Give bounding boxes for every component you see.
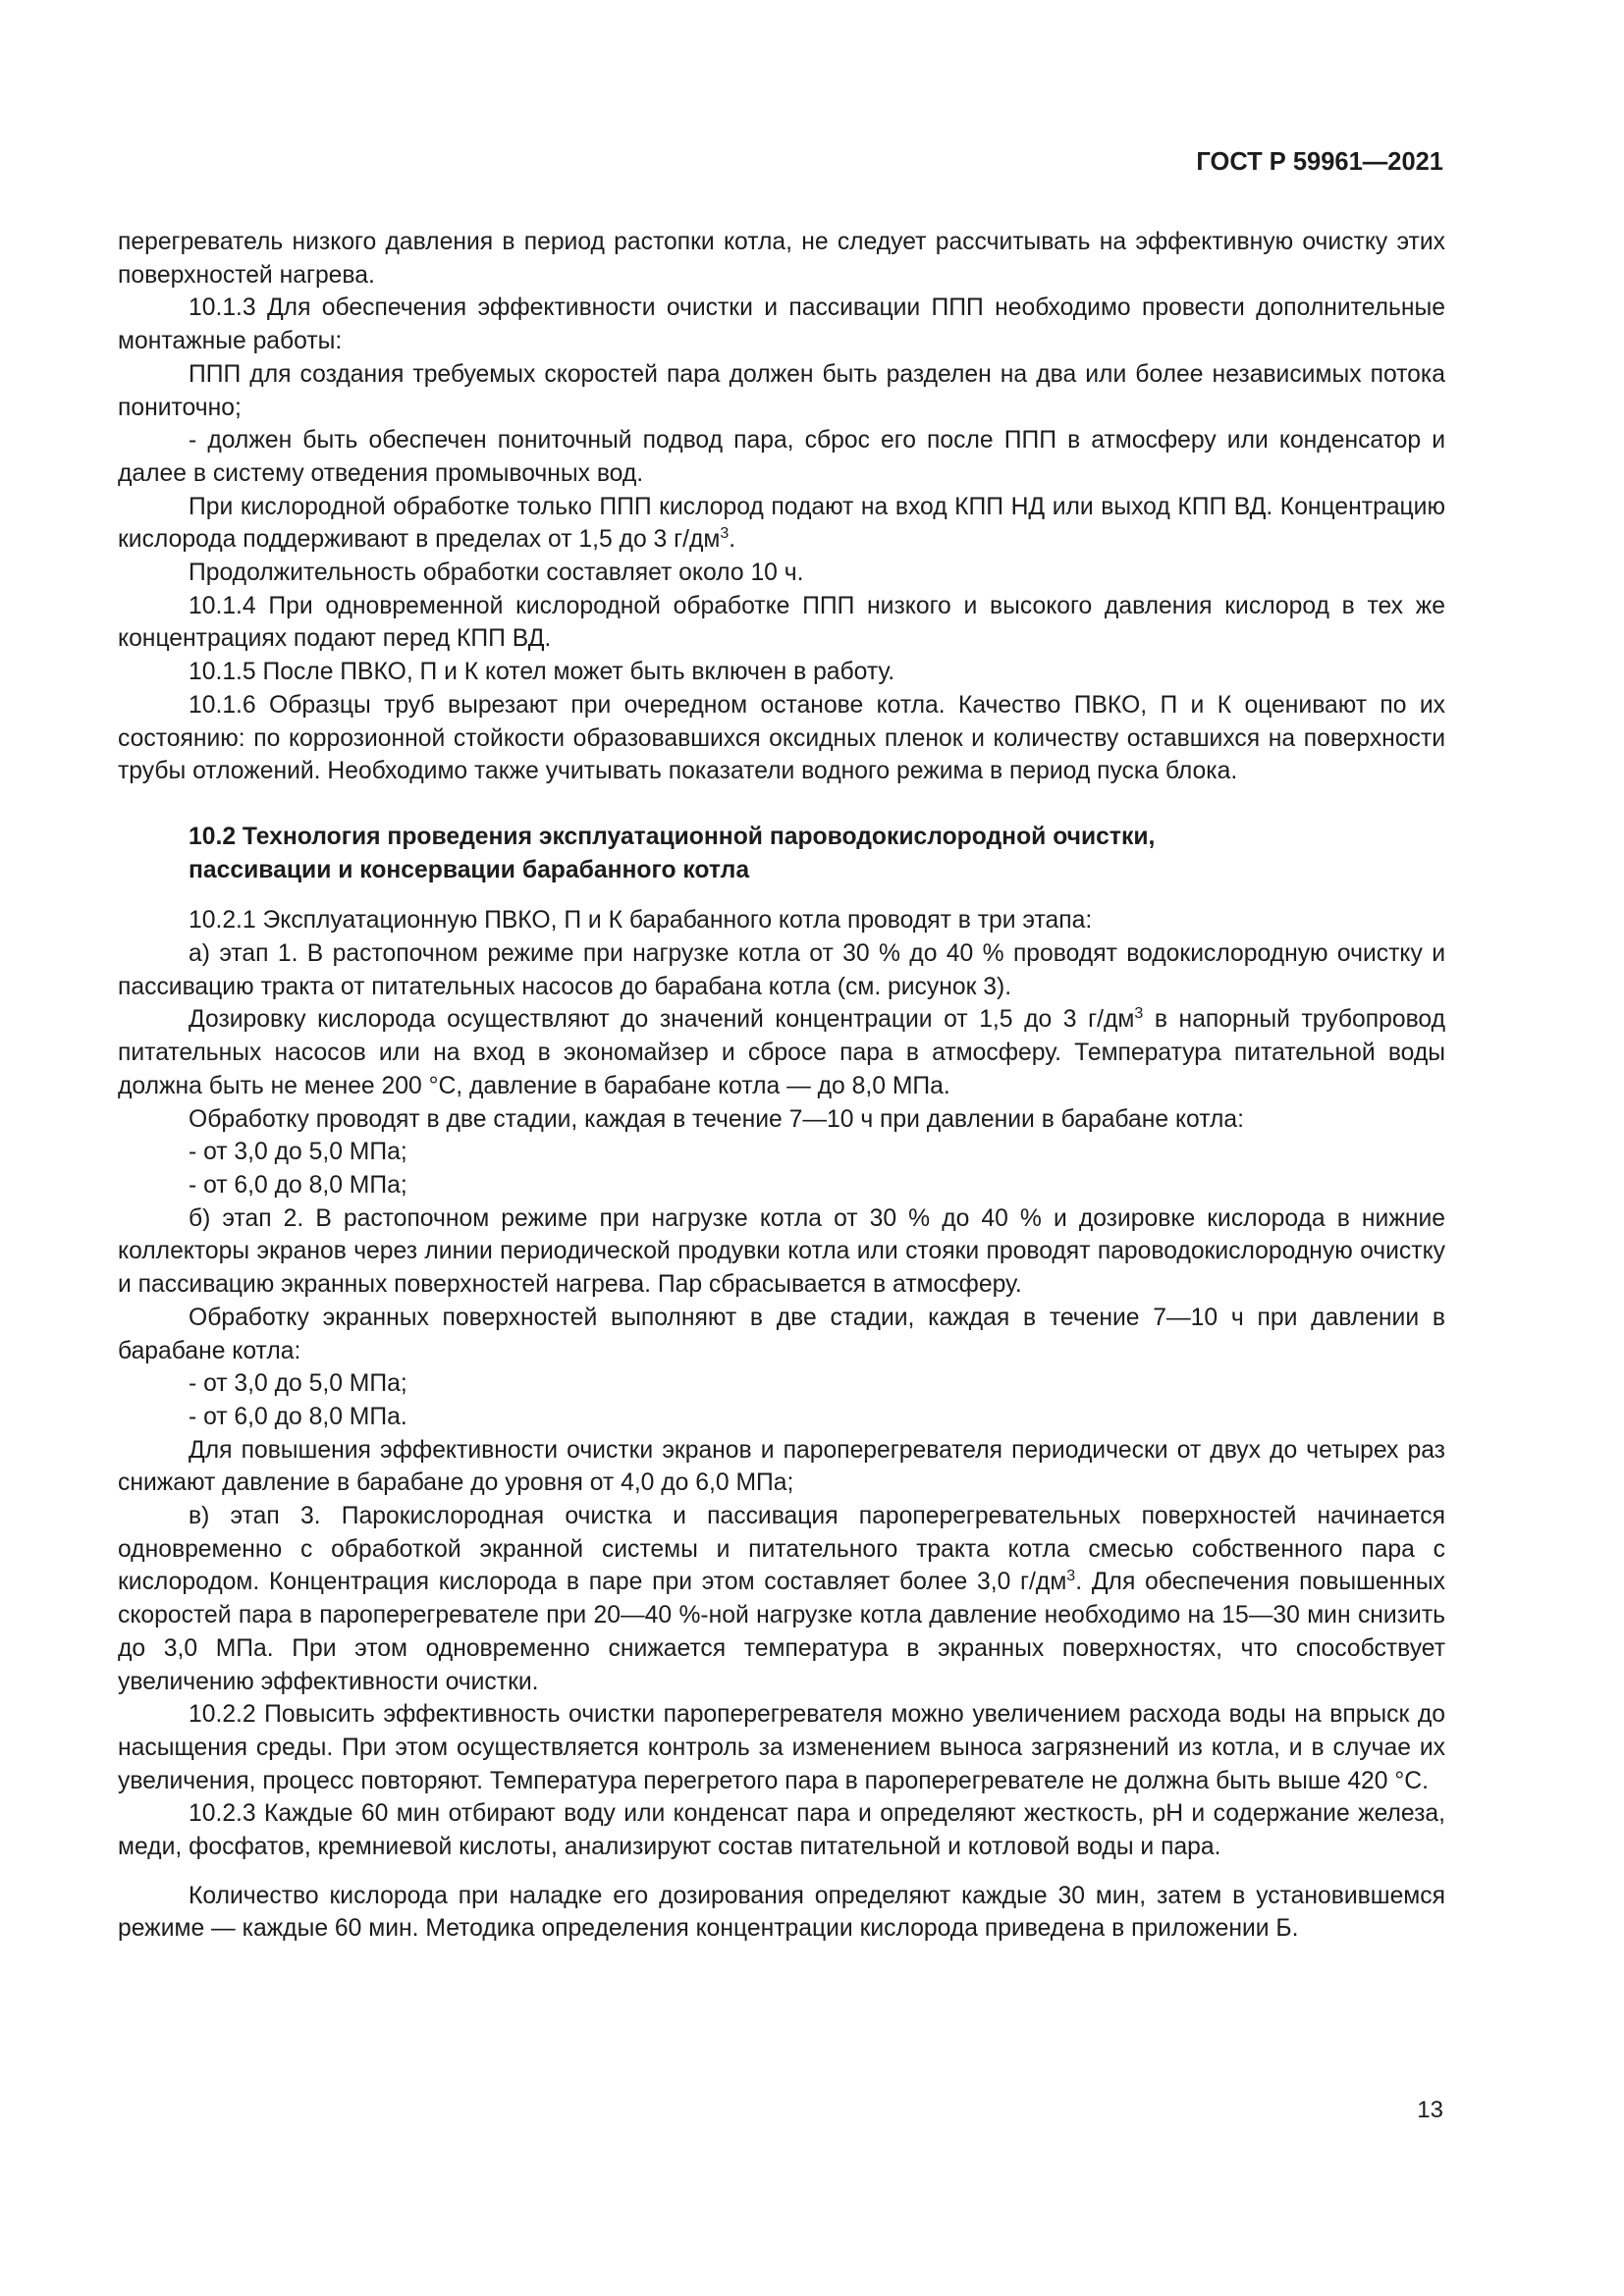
- page-number: 13: [1417, 2097, 1443, 2123]
- paragraph: Для повышения эффективности очистки экранов и пароперегревателя периодически от двух до четырех раз снижают давление в барабане до уровня от 4,0 до 6,0 МПа;: [118, 1436, 1445, 1497]
- section-heading-line: 10.2 Технология проведения эксплуатационной пароводокислородной очистки,: [189, 823, 1156, 850]
- paragraph: а) этап 1. В растопочном режиме при нагрузке котла от 30 % до 40 % проводят водокислородную очистку и пассивацию тракта от питательных насосов до барабана котла (см. рисунок 3).: [118, 940, 1445, 1000]
- section-heading: [118, 821, 1445, 886]
- document-body: [118, 226, 1445, 1946]
- paragraph: 10.2.1 Эксплуатационную ПВКО, П и К барабанного котла проводят в три этапа:: [189, 907, 1093, 934]
- list-item: - должен быть обеспечен пониточный подвод пара, сброс его после ППП в атмосферу или конденсатор и далее в систему отведения промывочных вод.: [118, 427, 1445, 487]
- paragraph: Обработку экранных поверхностей выполняют в две стадии, каждая в течение 7—10 ч при давлении в барабане котла:: [118, 1304, 1445, 1364]
- paragraph: 10.2.3 Каждые 60 мин отбирают воду или конденсат пара и определяют жесткость, рН и содержание железа, меди, фосфатов, кремниевой кислоты, анализируют состав питательной и котловой воды и пара.: [118, 1800, 1445, 1861]
- list-item: - от 6,0 до 8,0 МПа.: [189, 1403, 407, 1430]
- list-item: - от 3,0 до 5,0 МПа;: [189, 1139, 407, 1166]
- document-id-header: ГОСТ Р 59961—2021: [1196, 148, 1443, 176]
- superscript: 3: [720, 525, 730, 543]
- superscript: 3: [1066, 1568, 1076, 1585]
- superscript: 3: [1134, 1005, 1144, 1023]
- text-run: в напорный трубопровод питательных насосов или на вход в экономайзер и сбросе пара в атмосферу. Температура питательной воды должна быть не менее 200 °С, давление в барабане котла — до 8,0 МПа.: [118, 1006, 1446, 1099]
- text-run: Дозировку кислорода осуществляют до значений концентрации от 1,5 до 3 г/дм: [189, 1006, 1135, 1034]
- paragraph: перегреватель низкого давления в период растопки котла, не следует рассчитывать на эффективную очистку этих поверхностей нагрева.: [118, 229, 1445, 289]
- section-heading-line: пассивации и консервации барабанного котла: [189, 856, 750, 883]
- paragraph: 10.1.5 После ПВКО, П и К котел может быть включен в работу.: [189, 659, 895, 686]
- paragraph: [118, 1500, 1445, 1698]
- paragraph: Обработку проводят в две стадии, каждая в течение 7—10 ч при давлении в барабане котла:: [189, 1105, 1244, 1133]
- paragraph: Продолжительность обработки составляет около 10 ч.: [189, 560, 804, 587]
- list-item: - от 6,0 до 8,0 МПа;: [189, 1171, 407, 1199]
- text-run: .: [729, 526, 736, 554]
- paragraph: 10.1.4 При одновременной кислородной обработке ППП низкого и высокого давления кислород в тех же концентрациях подают перед КПП ВД.: [118, 592, 1445, 653]
- paragraph: 10.1.6 Образцы труб вырезают при очередном останове котла. Качество ПВКО, П и К оценивают по их состоянию: по коррозионной стойкости образовавшихся оксидных пленок и количеству оставшихся на поверхности трубы отложений. Необходимо также учитывать показатели водного режима в период пуска блока.: [118, 691, 1445, 785]
- paragraph: б) этап 2. В растопочном режиме при нагрузке котла от 30 % до 40 % и дозировке кислорода в нижние коллекторы экранов через линии периодической продувки котла или стояки проводят пароводокислородную очистку и пассивацию экранных поверхностей нагрева. Пар сбрасывается в атмосферу.: [118, 1204, 1445, 1299]
- list-item: - от 3,0 до 5,0 МПа;: [189, 1370, 407, 1398]
- paragraph: 10.2.2 Повысить эффективность очистки пароперегревателя можно увеличением расхода воды на впрыск до насыщения среды. При этом осуществляется контроль за изменением выноса загрязнений из котла, и в случае их увеличения, процесс повторяют. Температура перегретого пара в пароперегревателе не должна быть выше 420 °С.: [118, 1701, 1445, 1794]
- paragraph: Количество кислорода при наладке его дозирования определяют каждые 30 мин, затем в установившемся режиме — каждые 60 мин. Методика определения концентрации кислорода приведена в приложении Б.: [118, 1882, 1445, 1943]
- text-run: . Для обеспечения повышенных скоростей пара в пароперегревателе при 20—40 %-ной нагрузке котла давление необходимо на 15—30 мин снизить до 3,0 МПа. При этом одновременно снижается температура в экранных поверхностях, что способствует увеличению эффективности очистки.: [118, 1569, 1445, 1695]
- paragraph: [118, 491, 1445, 557]
- paragraph: 10.1.3 Для обеспечения эффективности очистки и пассивации ППП необходимо провести дополнительные монтажные работы:: [118, 294, 1445, 355]
- text-run: При кислородной обработке только ППП кислород подают на вход КПП НД или выход КПП ВД. Концентрацию кислорода поддерживают в пределах от 1,5 до 3 г/дм: [118, 493, 1445, 554]
- text-run: в) этап 3. Парокислородная очистка и пассивация пароперегревательных поверхностей начинается одновременно с обработкой экранной системы и питательного тракта котла смесью собственного пара с кислородом. Концентрация кислорода в паре при этом составляет более 3,0 г/дм: [118, 1503, 1445, 1596]
- paragraph: ППП для создания требуемых скоростей пара должен быть разделен на два или более независимых потока пониточно;: [118, 360, 1445, 421]
- paragraph: [118, 1003, 1445, 1102]
